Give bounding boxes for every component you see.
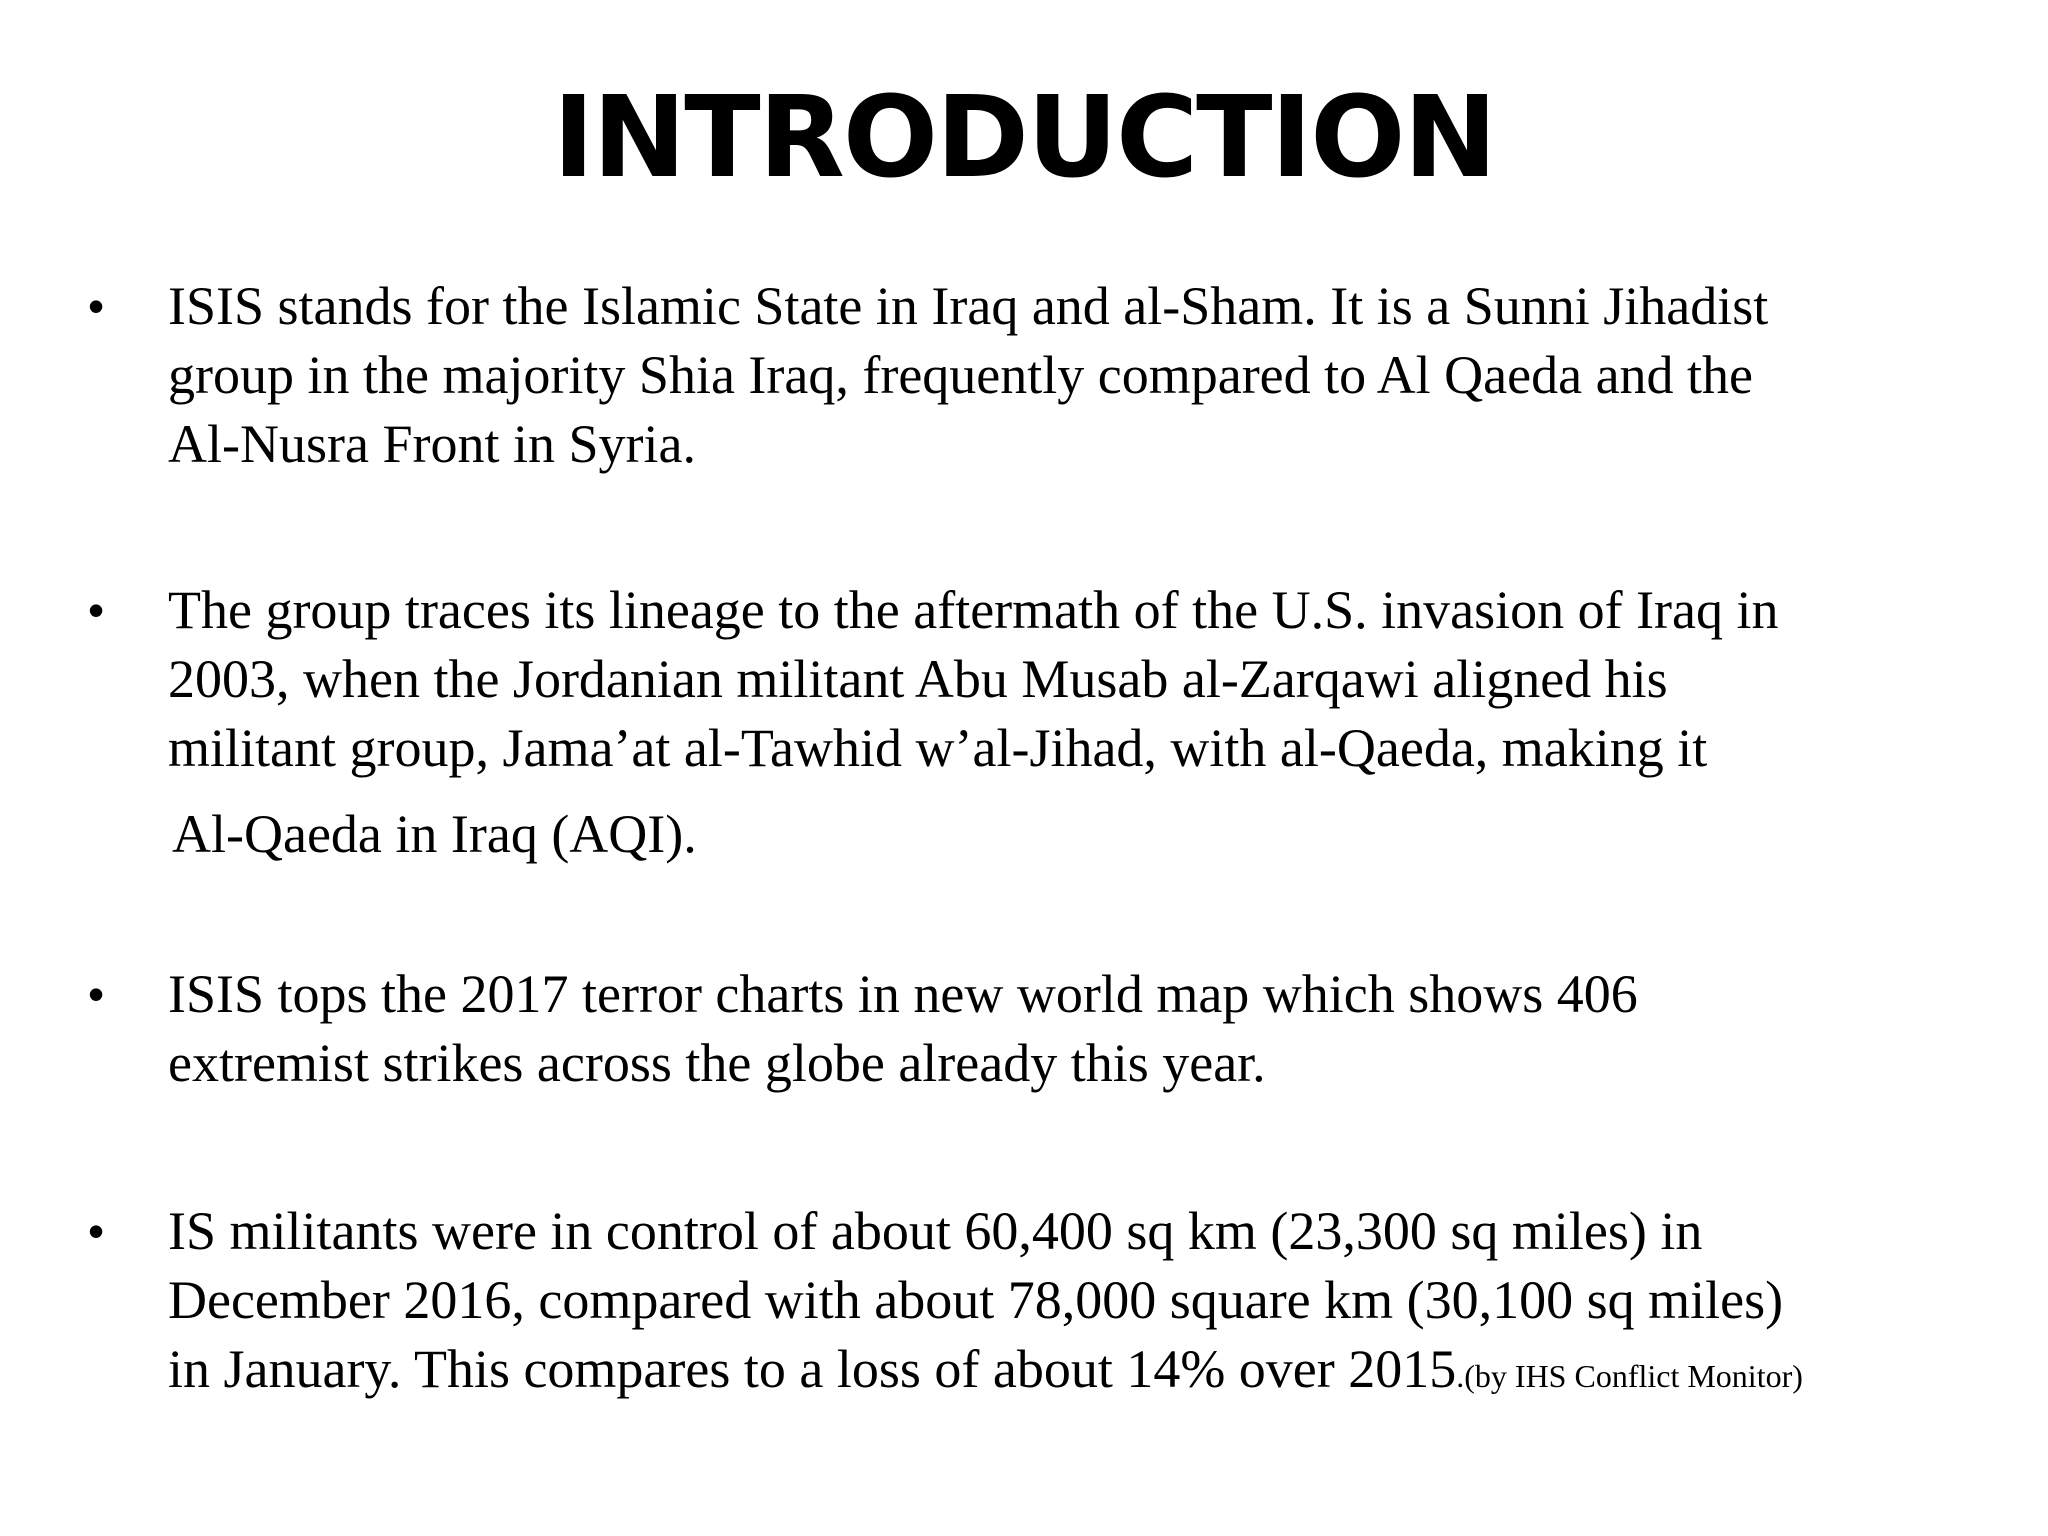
bullet-icon: • <box>88 280 105 332</box>
bullet-icon: • <box>88 584 105 636</box>
bullet-icon: • <box>88 1205 105 1257</box>
bullet-continuation-aqi: Al-Qaeda in Iraq (AQI). <box>172 804 697 864</box>
bullet-text: IS militants were in control of about 60,400 sq km (23,300 sq miles) in December 2016, compared with about 78,000 square km (30,100 sq miles) in January. This compares to a loss of about 14% over 2015 <box>168 1201 1784 1399</box>
bullet-icon: • <box>88 968 105 1020</box>
bullet-item-isis-definition <box>88 272 1948 479</box>
bullet-text-with-source <box>168 1197 1948 1411</box>
bullet-item-lineage <box>88 576 1948 783</box>
slide-title: INTRODUCTION <box>552 73 1496 203</box>
bullet-text: The group traces its lineage to the aftermath of the U.S. invasion of Iraq in 2003, when the Jordanian militant Abu Musab al-Zarqawi aligned his militant group, Jama’at al-Tawhid w’al-Jihad, with al-Qaeda, making it <box>168 580 1779 778</box>
bullet-item-territory <box>88 1197 1948 1411</box>
source-citation: .(by IHS Conflict Monitor) <box>1456 1358 1803 1394</box>
bullet-item-terror-charts <box>88 960 1948 1098</box>
bullet-text: ISIS tops the 2017 terror charts in new world map which shows 406 extremist strikes across the globe already this year. <box>168 964 1638 1093</box>
bullet-text: ISIS stands for the Islamic State in Iraq and al-Sham. It is a Sunni Jihadist group in the majority Shia Iraq, frequently compared to Al Qaeda and the Al-Nusra Front in Syria. <box>168 276 1769 474</box>
